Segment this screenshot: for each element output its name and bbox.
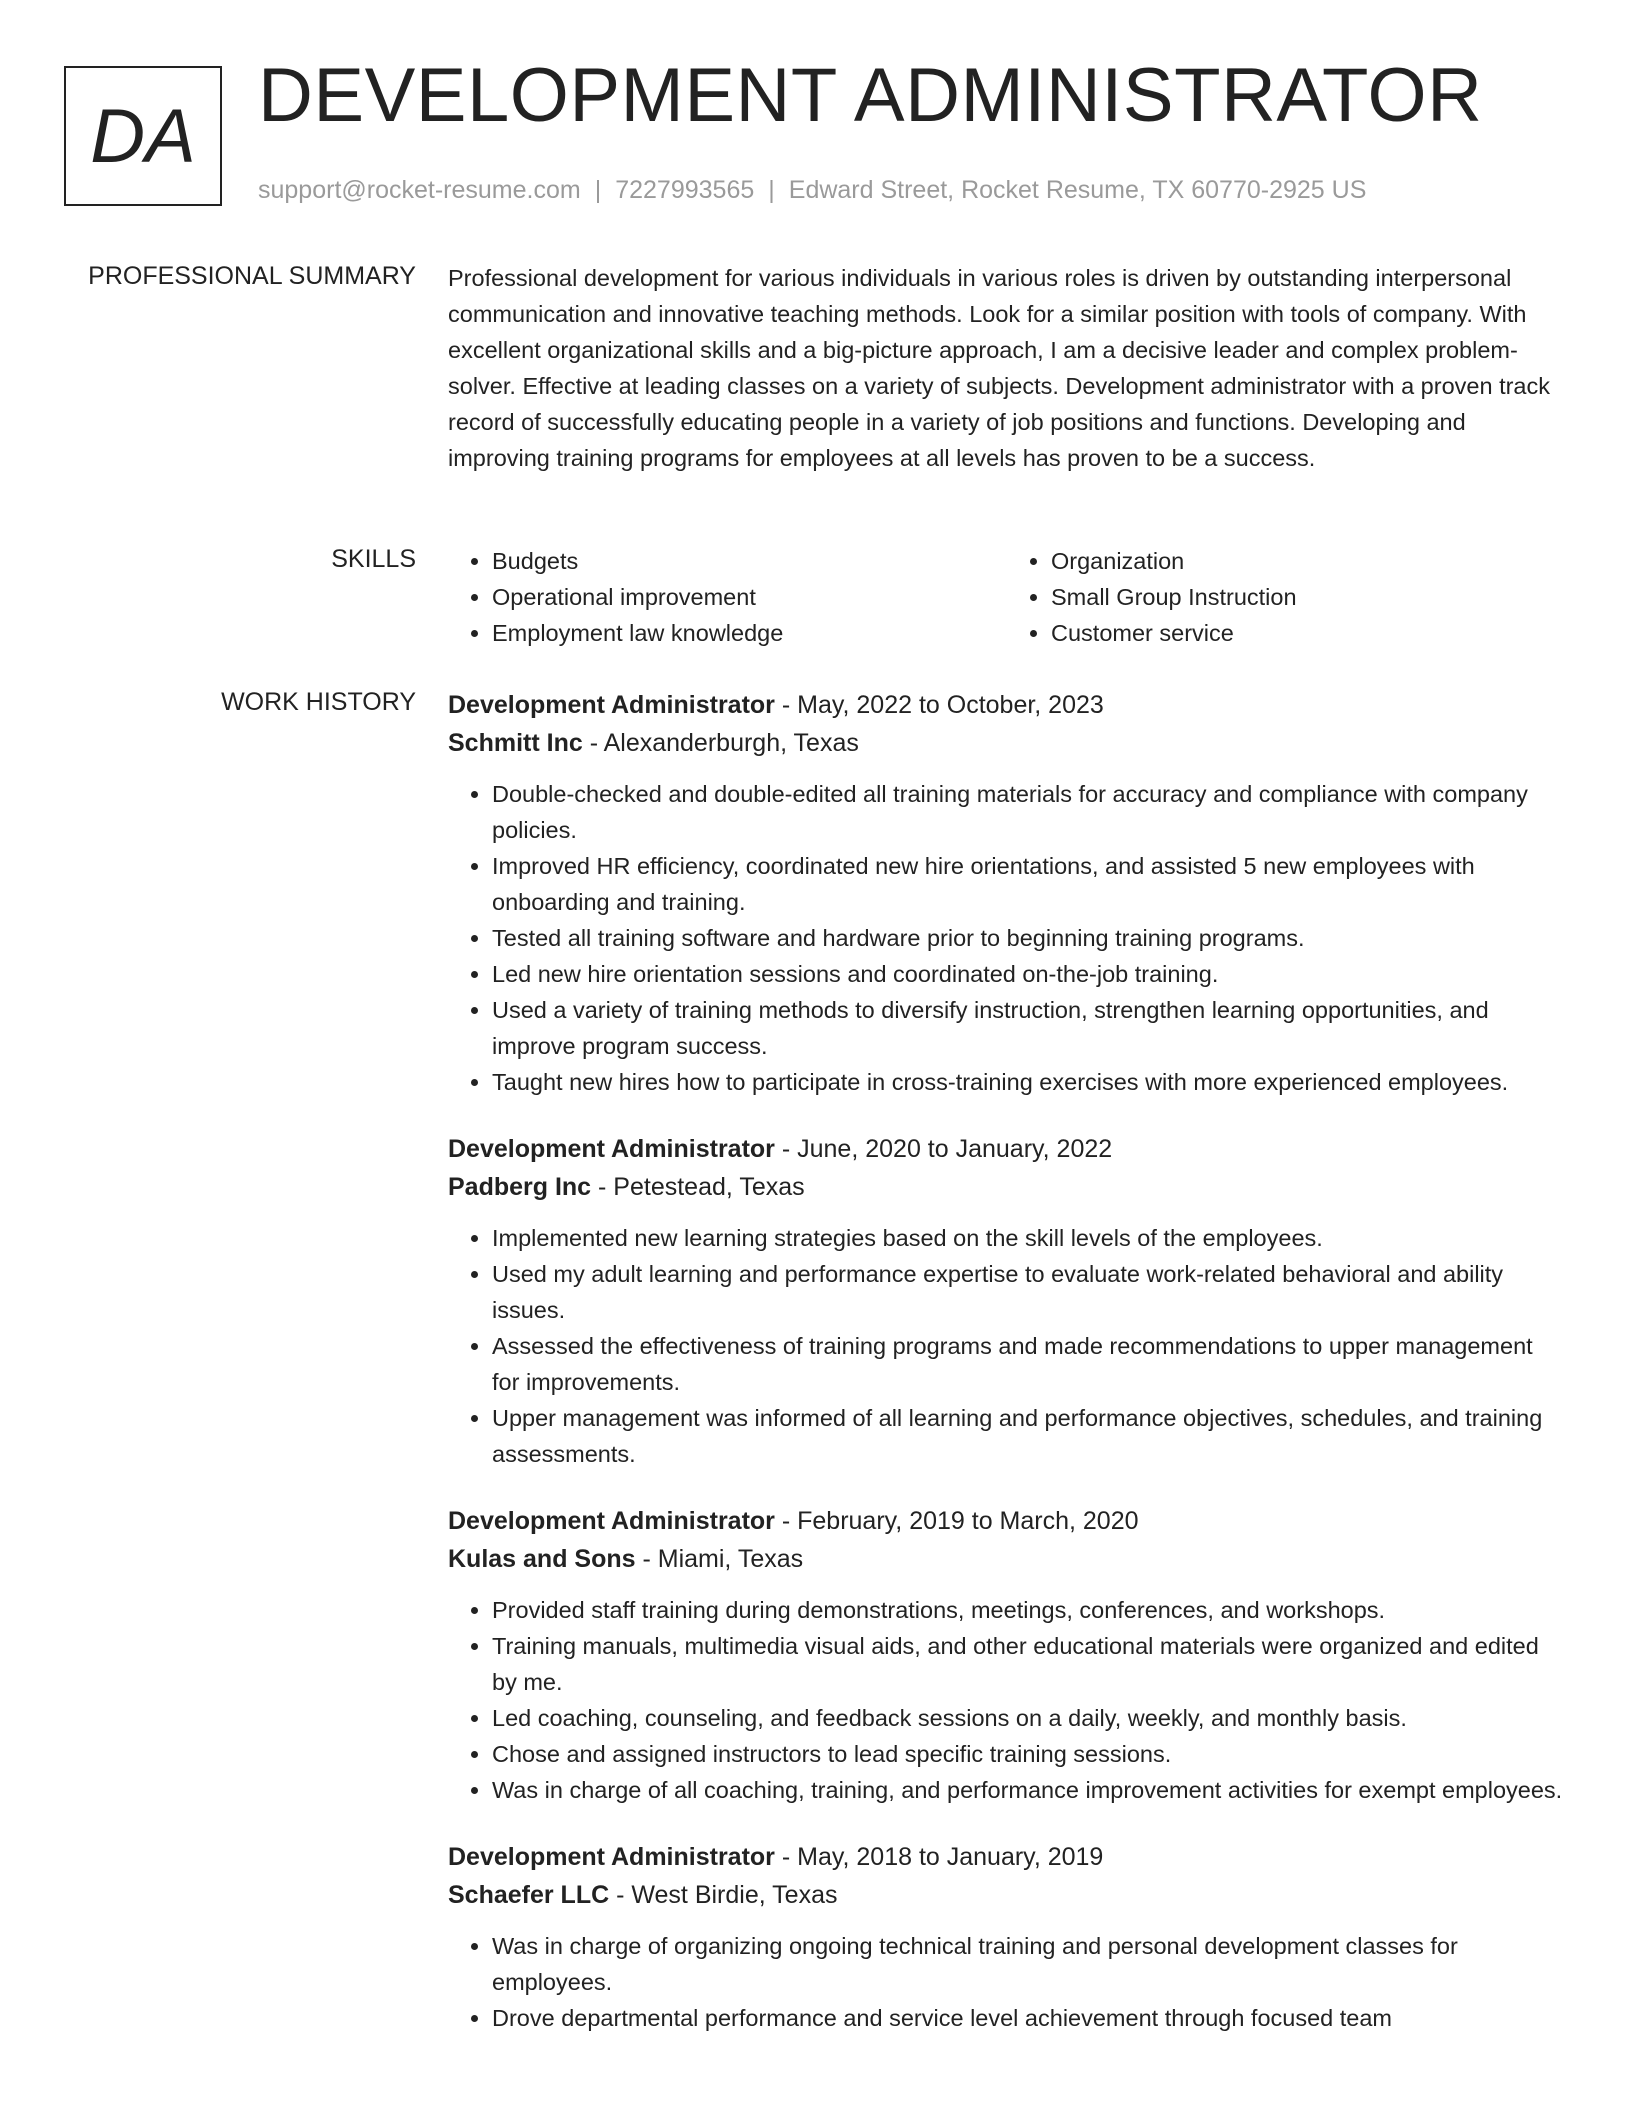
contact-separator: |: [768, 176, 775, 204]
contact-line: [258, 176, 1366, 205]
work-history-label: WORK HISTORY: [221, 688, 416, 716]
resume-name: DEVELOPMENT ADMINISTRATOR: [258, 53, 1483, 138]
job-company-line: [448, 724, 1566, 762]
summary-text: Professional development for various individuals in various roles is driven by outstanding interpersonal communication and innovative teaching methods. Look for a similar position with tools of company. With excellent organizational skills and a big-picture approach, I am a decisive leader and complex problem-solver. Effective at leading classes on a variety of subjects. Development administrator with a proven track record of successfully educating people in a variety of job positions and functions. Developing and improving training programs for employees at all levels has proven to be a success.: [448, 265, 1550, 471]
job-company: Schmitt Inc: [448, 729, 583, 757]
contact-address: Edward Street, Rocket Resume, TX 60770-2925 US: [788, 176, 1367, 204]
job-bullet: • Led new hire orientation sessions and coordinated on-the-job training.: [492, 956, 1566, 992]
job-company-line: [448, 1876, 1566, 1914]
job-title-line: [448, 1130, 1566, 1168]
job-title: Development Administrator: [448, 1507, 775, 1535]
work-history: [448, 686, 1566, 2066]
job-title: Development Administrator: [448, 1843, 775, 1871]
job-bullet: • Training manuals, multimedia visual aids, and other educational materials were organized and edited by me.: [492, 1628, 1566, 1700]
skills-label: SKILLS: [331, 545, 416, 573]
job-entry: [448, 1502, 1566, 1808]
job-location: - Petestead, Texas: [591, 1173, 805, 1201]
job-bullet: • Double-checked and double-edited all training materials for accuracy and compliance with company policies.: [492, 776, 1566, 848]
job-dates: - June, 2020 to January, 2022: [774, 1135, 1113, 1163]
skill-item: • Small Group Instruction: [1051, 579, 1566, 615]
skill-item: • Budgets: [492, 543, 1007, 579]
job-bullet: • Was in charge of all coaching, training, and performance improvement activities for exempt employees.: [492, 1772, 1566, 1808]
skill-item: • Operational improvement: [492, 579, 1007, 615]
job-bullets: [448, 1220, 1566, 1472]
job-location: - Miami, Texas: [635, 1545, 804, 1573]
job-title: Development Administrator: [448, 1135, 775, 1163]
job-title-line: [448, 686, 1566, 724]
initials-monogram: DA: [64, 66, 222, 206]
job-entry: [448, 1130, 1566, 1472]
job-bullet: • Tested all training software and hardware prior to beginning training programs.: [492, 920, 1566, 956]
job-location: - Alexanderburgh, Texas: [582, 729, 859, 757]
job-bullet: • Chose and assigned instructors to lead specific training sessions.: [492, 1736, 1566, 1772]
skills-column-right: [1007, 543, 1566, 651]
job-company: Kulas and Sons: [448, 1545, 636, 1573]
skill-item: • Employment law knowledge: [492, 615, 1007, 651]
job-company-line: [448, 1168, 1566, 1206]
skills-column-left: [448, 543, 1007, 651]
summary-label: PROFESSIONAL SUMMARY: [88, 262, 416, 290]
job-bullet: • Implemented new learning strategies based on the skill levels of the employees.: [492, 1220, 1566, 1256]
job-bullet: • Provided staff training during demonstrations, meetings, conferences, and workshops.: [492, 1592, 1566, 1628]
job-company-line: [448, 1540, 1566, 1578]
job-entry: [448, 1838, 1566, 2036]
job-company: Padberg Inc: [448, 1173, 592, 1201]
job-bullet: • Was in charge of organizing ongoing technical training and personal development classes for employees.: [492, 1928, 1566, 2000]
job-bullet: • Taught new hires how to participate in cross-training exercises with more experienced employees.: [492, 1064, 1566, 1100]
contact-separator: |: [594, 176, 602, 204]
skill-item: • Customer service: [1051, 615, 1566, 651]
job-dates: - February, 2019 to March, 2020: [774, 1507, 1139, 1535]
job-bullet: • Used my adult learning and performance expertise to evaluate work-related behavioral and ability issues.: [492, 1256, 1566, 1328]
job-dates: - May, 2022 to October, 2023: [774, 691, 1104, 719]
job-bullet: • Assessed the effectiveness of training programs and made recommendations to upper management for improvements.: [492, 1328, 1566, 1400]
job-bullets: [448, 1592, 1566, 1808]
job-bullet: • Improved HR efficiency, coordinated new hire orientations, and assisted 5 new employees with onboarding and training.: [492, 848, 1566, 920]
job-company: Schaefer LLC: [448, 1881, 610, 1909]
job-bullet: • Drove departmental performance and service level achievement through focused team: [492, 2000, 1566, 2036]
job-entry: [448, 686, 1566, 1100]
job-bullets: [448, 776, 1566, 1100]
job-dates: - May, 2018 to January, 2019: [774, 1843, 1104, 1871]
job-location: - West Birdie, Texas: [609, 1881, 838, 1909]
skills-list: [448, 543, 1566, 651]
contact-phone[interactable]: 7227993565: [615, 176, 755, 204]
job-title: Development Administrator: [448, 691, 775, 719]
job-bullet: • Used a variety of training methods to diversify instruction, strengthen learning opportunities, and improve program success.: [492, 992, 1566, 1064]
contact-email[interactable]: support@rocket-resume.com: [258, 176, 581, 204]
job-bullet: • Led coaching, counseling, and feedback sessions on a daily, weekly, and monthly basis.: [492, 1700, 1566, 1736]
job-title-line: [448, 1838, 1566, 1876]
job-title-line: [448, 1502, 1566, 1540]
job-bullets: [448, 1928, 1566, 2036]
skill-item: • Organization: [1051, 543, 1566, 579]
job-bullet: • Upper management was informed of all learning and performance objectives, schedules, and training assessments.: [492, 1400, 1566, 1472]
